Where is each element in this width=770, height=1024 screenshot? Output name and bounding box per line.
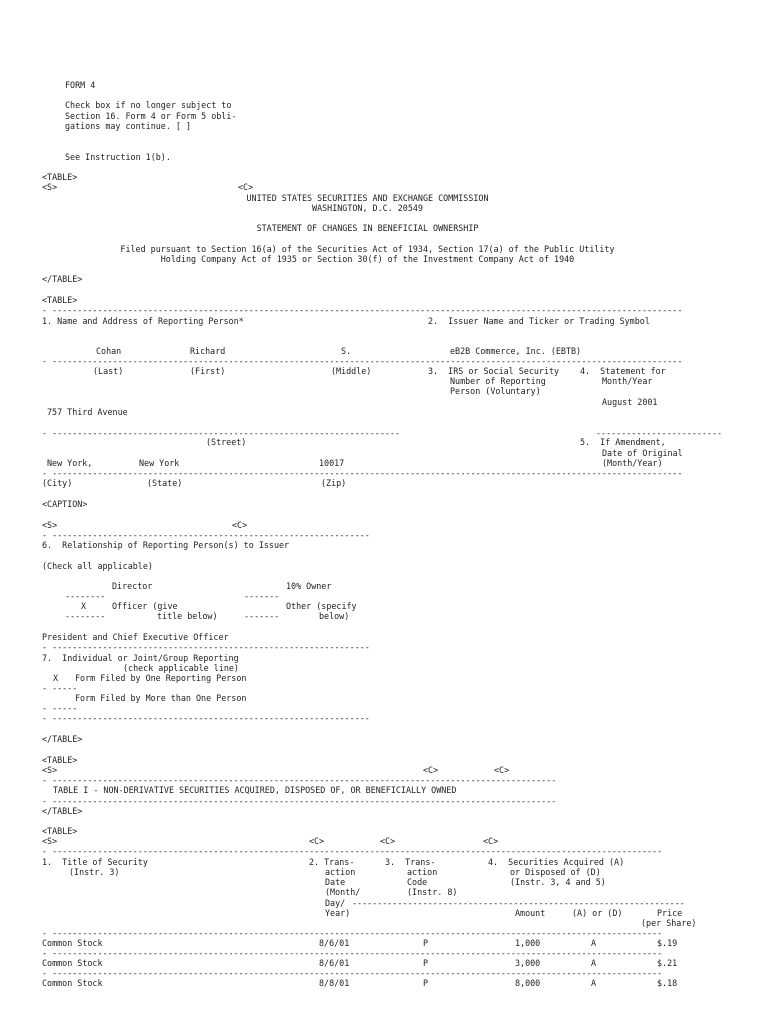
amendment-line-2: Date of Original (602, 448, 683, 458)
table-open-tag: <TABLE> (42, 755, 78, 765)
checkbox-text-line-3[interactable]: gations may continue. [ ] (65, 121, 192, 131)
table-close-tag: </TABLE> (42, 806, 83, 816)
col-trans-date-line-6: Year) (325, 908, 351, 918)
commission-name: UNITED STATES SECURITIES AND EXCHANGE COMMISSION (246, 193, 489, 203)
table-row-price: $.18 (657, 978, 678, 988)
s-tag: <S> (42, 520, 58, 530)
table-close-tag: </TABLE> (42, 274, 83, 284)
table-row-amount: 3,000 (515, 958, 541, 968)
reporting-person-heading: 1. Name and Address of Reporting Person* (42, 316, 244, 326)
rule: - ------------------------------------------------------------------------------------------------------------------------- (42, 968, 663, 978)
table-row-security: Common Stock (42, 958, 103, 968)
c-tag: <C> (380, 836, 396, 846)
rule: - --------------------------------------------------------------- (42, 642, 370, 652)
relationship-heading: 6. Relationship of Reporting Person(s) to Issuer (42, 540, 290, 550)
c-tag: <C> (423, 765, 439, 775)
col-securities-line-1: 4. Securities Acquired (A) (488, 857, 625, 867)
rule: - ------------------------------------------------------------------------------------------------------------------------- (42, 928, 663, 938)
c-tag: <C> (483, 836, 499, 846)
filed-line-1: Filed pursuant to Section 16(a) of the Securities Act of 1934, Section 17(a) of the Public Utility (120, 244, 615, 254)
irs-line-1: 3. IRS or Social Security (428, 366, 560, 376)
more-person-option: Form Filed by More than One Person (75, 693, 247, 703)
zip: 10017 (319, 458, 345, 468)
first-label: (First) (190, 366, 226, 376)
table-row-date: 8/8/01 (319, 978, 350, 988)
state: New York (139, 458, 180, 468)
rule: ------------------------------------------------------------------ (352, 898, 685, 908)
table-row-amount: 8,000 (515, 978, 541, 988)
irs-line-3: Person (Voluntary) (450, 386, 541, 396)
statement-value: August 2001 (602, 397, 658, 407)
table-row-security: Common Stock (42, 978, 103, 988)
joint-filing-heading: 7. Individual or Joint/Group Reporting (42, 653, 239, 663)
joint-filing-subheading: (check applicable line) (123, 663, 239, 673)
s-tag: <S> (42, 182, 58, 192)
col-title-security-line-1: 1. Title of Security (42, 857, 148, 867)
officer-checkbox-line[interactable]: -------- (65, 611, 106, 621)
table-row-a-or-d: A (591, 958, 597, 968)
col-trans-code-line-4: (Instr. 8) (407, 887, 458, 897)
rule: - ---------------------------------------------------------------------------------------------------- (42, 796, 557, 806)
col-trans-date-line-5: Day/ (325, 898, 346, 908)
city-label: (City) (42, 478, 73, 488)
officer-title: President and Chief Executive Officer (42, 632, 229, 642)
officer-checkbox-mark[interactable]: X (81, 601, 87, 611)
caption-tag: <CAPTION> (42, 499, 88, 509)
table-row-code: P (423, 958, 429, 968)
checkbox-text-line-1: Check box if no longer subject to (65, 100, 232, 110)
table-row-date: 8/6/01 (319, 938, 350, 948)
one-person-checkbox-mark[interactable]: X (53, 673, 59, 683)
col-trans-code-line-3: Code (407, 877, 428, 887)
zip-label: (Zip) (321, 478, 347, 488)
rule: - ----------------------------------------------------------------------------------------------------------------------------- (42, 356, 683, 366)
amendment-line-1: 5. If Amendment, (580, 437, 666, 447)
amendment-line-3: (Month/Year) (602, 458, 663, 468)
col-trans-date-line-3: Date (325, 877, 346, 887)
state-label: (State) (147, 478, 183, 488)
middle-label: (Middle) (331, 366, 372, 376)
rule: - --------------------------------------------------------------- (42, 713, 370, 723)
c-tag: <C> (309, 836, 325, 846)
col-a-or-d-header: (A) or (D) (572, 908, 623, 918)
middle-initial: S. (341, 346, 352, 356)
col-trans-date-line-2: action (325, 867, 356, 877)
rule: ------------------------- (596, 428, 723, 438)
filed-line-2: Holding Company Act of 1935 or Section 30(f) of the Investment Company Act of 1940 (160, 254, 575, 264)
col-trans-code-line-2: action (407, 867, 438, 877)
officer-label-line-1: Officer (give (112, 601, 178, 611)
table-row-a-or-d: A (591, 938, 597, 948)
checkbox-text-line-2: Section 16. Form 4 or Form 5 obli- (65, 111, 237, 121)
rule: - ---------------------------------------------------------------------------------------------------- (42, 775, 557, 785)
issuer-name: eB2B Commerce, Inc. (EBTB) (450, 346, 582, 356)
issuer-heading: 2. Issuer Name and Ticker or Trading Symbol (428, 316, 650, 326)
table1-title: TABLE I - NON-DERIVATIVE SECURITIES ACQUIRED, DISPOSED OF, OR BENEFICIALLY OWNED (53, 785, 457, 795)
col-trans-date-line-1: 2. Trans- (309, 857, 355, 867)
rule: - ----------------------------------------------------------------------------------------------------------------------------- (42, 305, 683, 315)
c-tag: <C> (494, 765, 510, 775)
instruction-note: See Instruction 1(b). (65, 152, 171, 162)
col-title-security-line-2: (Instr. 3) (69, 867, 120, 877)
col-trans-code-line-1: 3. Trans- (385, 857, 436, 867)
other-label-line-2: below) (319, 611, 350, 621)
director-label: Director (112, 581, 153, 591)
statement-line-2: Month/Year (602, 376, 653, 386)
other-checkbox-line[interactable]: ------- (244, 611, 280, 621)
table-open-tag: <TABLE> (42, 295, 78, 305)
c-tag: <C> (232, 520, 248, 530)
table-open-tag: <TABLE> (42, 826, 78, 836)
director-checkbox-line[interactable]: -------- (65, 591, 106, 601)
table-row-price: $.19 (657, 938, 678, 948)
col-amount-header: Amount (515, 908, 546, 918)
table-row-price: $.21 (657, 958, 678, 968)
table-row-a-or-d: A (591, 978, 597, 988)
ten-percent-owner-label: 10% Owner (286, 581, 332, 591)
table-row-amount: 1,000 (515, 938, 541, 948)
one-person-option: Form Filed by One Reporting Person (75, 673, 247, 683)
table-row-security: Common Stock (42, 938, 103, 948)
last-label: (Last) (93, 366, 124, 376)
s-tag: <S> (42, 765, 58, 775)
rule: - ------------------------------------------------------------------------------------------------------------------------- (42, 846, 663, 856)
statement-title: STATEMENT OF CHANGES IN BENEFICIAL OWNERSHIP (256, 223, 479, 233)
c-tag: <C> (238, 182, 254, 192)
col-securities-line-2: or Disposed of (D) (510, 867, 601, 877)
rule: - --------------------------------------------------------------- (42, 530, 370, 540)
table-row-date: 8/6/01 (319, 958, 350, 968)
table-row-code: P (423, 978, 429, 988)
col-trans-date-line-4: (Month/ (325, 887, 361, 897)
col-securities-line-3: (Instr. 3, 4 and 5) (510, 877, 606, 887)
commission-city: WASHINGTON, D.C. 20549 (312, 203, 423, 213)
first-name: Richard (190, 346, 226, 356)
rule: - ------------------------------------------------------------------------------------------------------------------------- (42, 948, 663, 958)
s-tag: <S> (42, 836, 58, 846)
table-close-tag: </TABLE> (42, 734, 83, 744)
one-person-checkbox-line[interactable]: - ----- (42, 683, 78, 693)
statement-line-1: 4. Statement for (580, 366, 666, 376)
officer-label-line-2: title below) (157, 611, 218, 621)
ten-percent-checkbox-line[interactable]: ------- (244, 591, 280, 601)
col-price-header-line-1: Price (657, 908, 683, 918)
irs-line-2: Number of Reporting (450, 376, 546, 386)
check-all-note: (Check all applicable) (42, 561, 153, 571)
last-name: Cohan (96, 346, 122, 356)
more-person-checkbox-line[interactable]: - ----- (42, 703, 78, 713)
other-label-line-1: Other (specify (286, 601, 357, 611)
rule: - ----------------------------------------------------------------------------------------------------------------------------- (42, 468, 683, 478)
table-open-tag: <TABLE> (42, 172, 78, 182)
form-label: FORM 4 (65, 80, 96, 90)
rule: - --------------------------------------------------------------------- (42, 428, 400, 438)
street-address: 757 Third Avenue (47, 407, 128, 417)
city: New York, (47, 458, 93, 468)
col-price-header-line-2: (per Share) (641, 918, 697, 928)
table-row-code: P (423, 938, 429, 948)
street-label: (Street) (206, 437, 247, 447)
